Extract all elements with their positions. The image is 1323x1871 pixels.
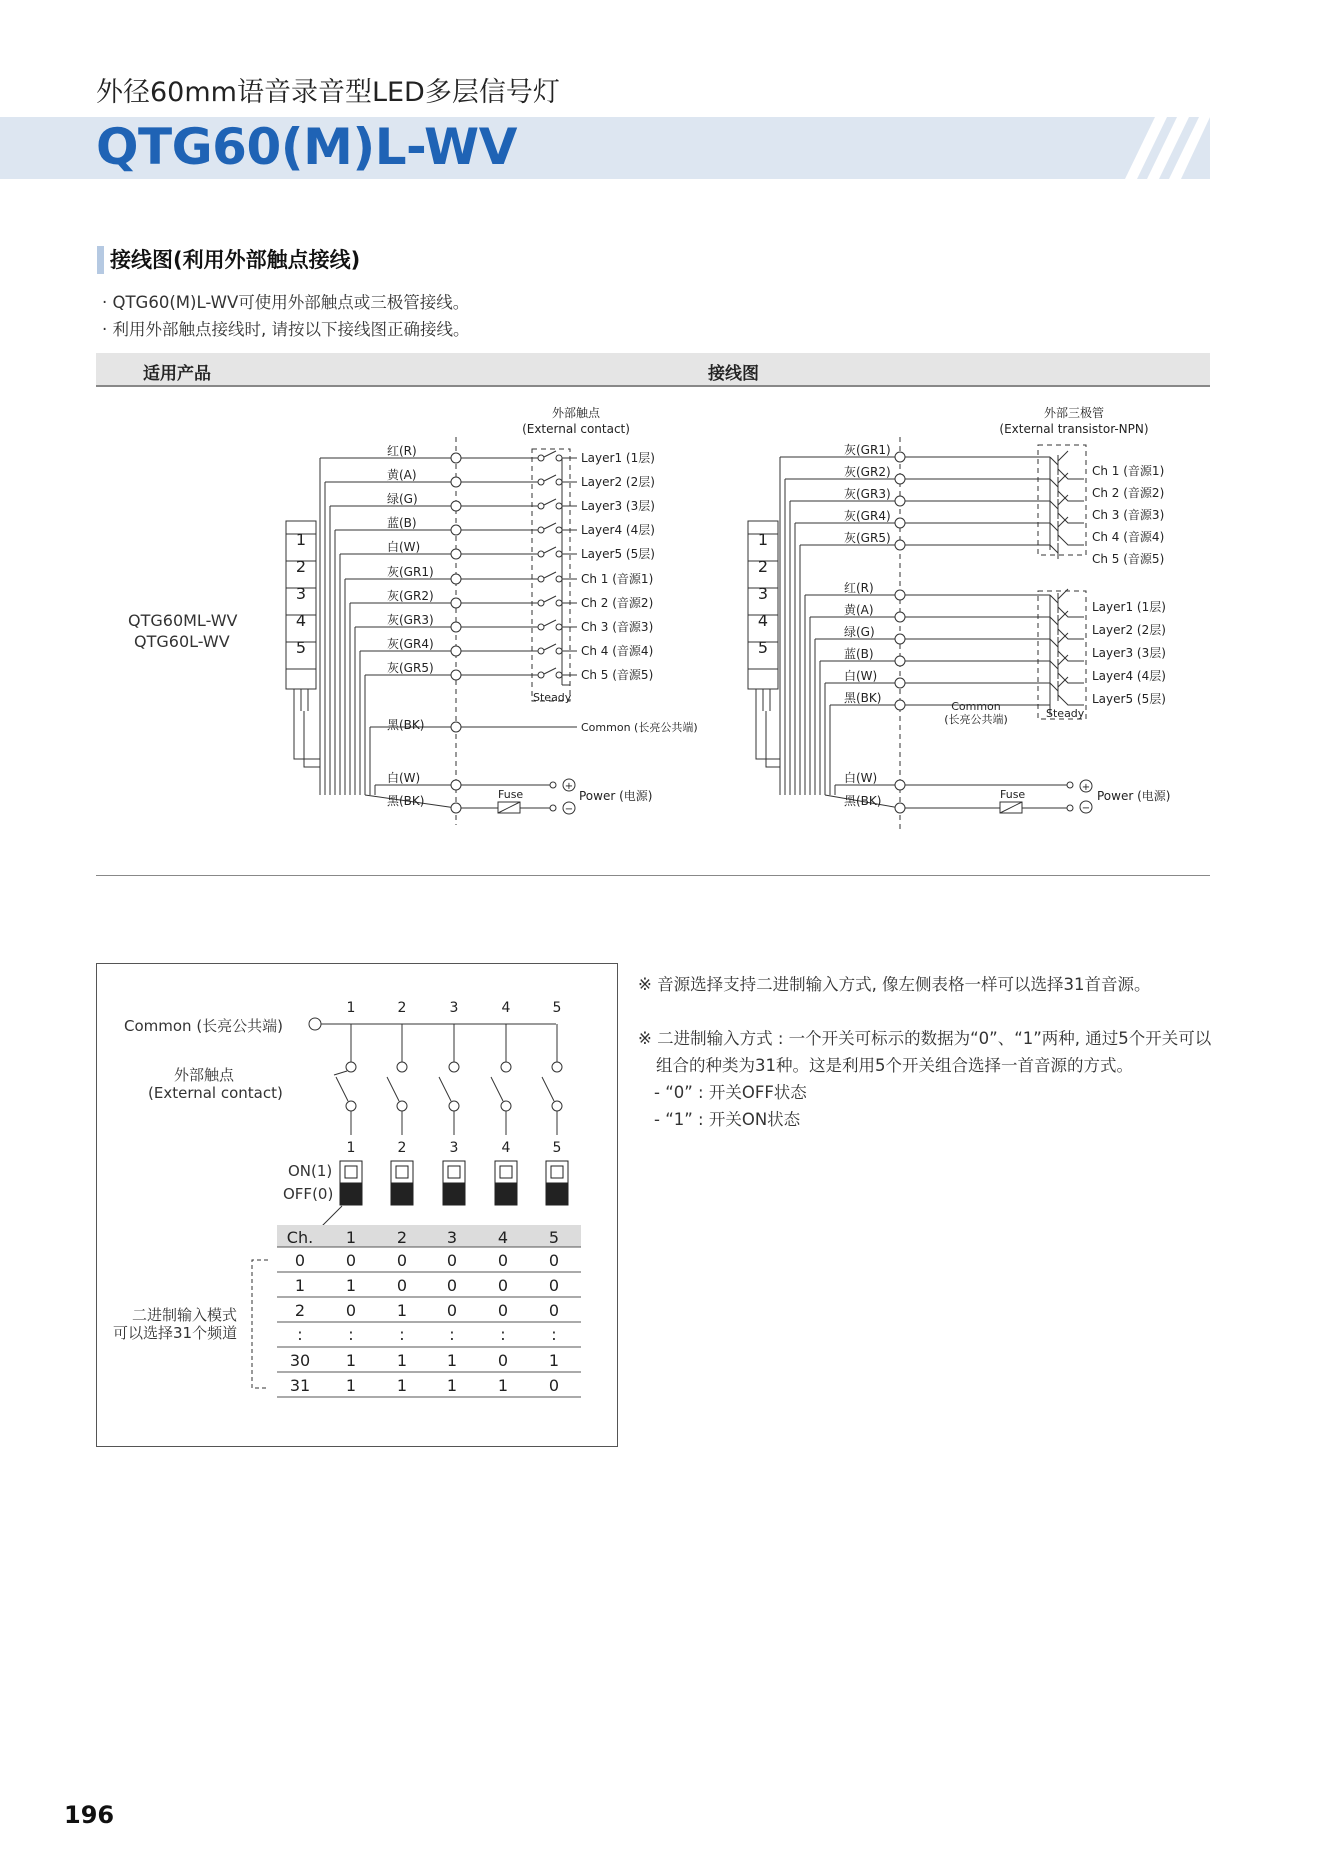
output-label: Layer3 (3层) [581, 499, 655, 513]
lamp-number: 1 [295, 530, 307, 549]
output-label: Ch 3 (音源3) [581, 620, 654, 634]
wire-label: 灰(GR3) [387, 613, 434, 627]
wire-label: 黄(A) [387, 468, 417, 482]
bullet-2: · 利用外部触点接线时, 请按以下接线图正确接线。 [102, 320, 470, 339]
table-cell: 1 [446, 1376, 458, 1395]
transistor-title: 外部三极管 [1043, 406, 1105, 420]
table-cell: 1 [396, 1376, 408, 1395]
table-cell: 0 [497, 1276, 509, 1295]
brand-stripes-icon [1085, 117, 1210, 179]
table-header-cell: 2 [396, 1228, 408, 1247]
common-label: Common (长亮公共端) [581, 721, 698, 734]
svg-text:−: − [1081, 803, 1091, 814]
table-cell: 1 [396, 1351, 408, 1370]
output-label: Ch 3 (音源3) [1092, 508, 1165, 522]
lamp-number: 4 [757, 611, 769, 630]
right-diagram [748, 405, 1170, 832]
product-name-1: QTG60ML-WV [128, 611, 238, 630]
switch-number: 2 [397, 1140, 407, 1156]
table-cell: 0 [548, 1251, 560, 1270]
table-cell: 0 [548, 1301, 560, 1320]
wire-label: 红(R) [844, 581, 874, 595]
table-cell: 1 [548, 1351, 560, 1370]
header-wiring-diagram: 接线图 [708, 364, 759, 384]
table-cell: 0 [446, 1301, 458, 1320]
table-header-cell: 4 [497, 1228, 509, 1247]
output-label: Ch 2 (音源2) [581, 596, 654, 610]
wire-label: 白(W) [387, 771, 421, 785]
switch-number: 3 [449, 1000, 459, 1016]
switch-number: 5 [552, 1140, 562, 1156]
note-2-line-1: ※ 二进制输入方式 : 一个开关可标示的数据为“0”、“1”两种, 通过5个开关可以 [638, 1029, 1212, 1048]
table-cell: 31 [289, 1376, 311, 1395]
common-label: Common (长亮公共端) [124, 1017, 284, 1035]
table-header-cell: 1 [345, 1228, 357, 1247]
table-cell: 0 [497, 1251, 509, 1270]
wire-label: 黑(BK) [387, 794, 425, 808]
lamp-number: 2 [295, 557, 307, 576]
lamp-number: 1 [757, 530, 769, 549]
output-label: Layer1 (1层) [1092, 600, 1166, 614]
switch-number: 1 [346, 1140, 356, 1156]
wire-label: 绿(G) [844, 625, 875, 639]
wiring-diagrams [0, 395, 1323, 850]
switch-number: 2 [397, 1000, 407, 1016]
transistor-subtitle: (External transistor-NPN) [999, 422, 1149, 436]
output-label: Ch 4 (音源4) [1092, 530, 1165, 544]
table-cell: 0 [548, 1376, 560, 1395]
table-cell: 30 [289, 1351, 311, 1370]
lamp-number: 2 [757, 557, 769, 576]
svg-text:+: + [564, 781, 574, 792]
wire-label: 黑(BK) [844, 794, 882, 808]
wire-label: 黄(A) [844, 603, 874, 617]
table-header-cell: Ch. [286, 1228, 314, 1247]
table-cell: 1 [345, 1351, 357, 1370]
steady-label: Steady [1046, 707, 1085, 720]
binary-switch-diagram [96, 963, 618, 1447]
output-label: Layer5 (5层) [1092, 692, 1166, 706]
note-2-line-4: - “1” : 开关ON状态 [654, 1110, 801, 1129]
common-label: Common [951, 700, 1001, 713]
lamp-number: 3 [757, 584, 769, 603]
section-marker [97, 246, 104, 274]
output-label: Layer2 (2层) [1092, 623, 1166, 637]
fuse-label: Fuse [498, 788, 524, 801]
switch-number: 5 [552, 1000, 562, 1016]
wire-label: 灰(GR5) [387, 661, 434, 675]
wire-label: 白(W) [387, 540, 421, 554]
table-header-bar [96, 353, 1210, 387]
table-cell: 0 [396, 1251, 408, 1270]
page-subtitle: 外径60mm语音录音型LED多层信号灯 [96, 77, 560, 108]
output-label: Layer4 (4层) [581, 523, 655, 537]
left-diagram [286, 405, 698, 825]
output-label: Layer2 (2层) [581, 475, 655, 489]
table-header-cell: 5 [548, 1228, 560, 1247]
wire-label: 灰(GR4) [387, 637, 434, 651]
table-cell: : [348, 1325, 354, 1344]
switch-number: 4 [501, 1000, 511, 1016]
table-cell: 0 [548, 1276, 560, 1295]
table-cell: : [449, 1325, 455, 1344]
wire-label: 灰(GR1) [844, 443, 891, 457]
output-label: Ch 5 (音源5) [1092, 552, 1165, 566]
lamp-number: 3 [295, 584, 307, 603]
section-title: 接线图(利用外部触点接线) [110, 248, 361, 272]
fuse-label: Fuse [1000, 788, 1026, 801]
switch-number: 4 [501, 1140, 511, 1156]
contact-title: 外部触点 [551, 406, 601, 420]
divider [96, 875, 1210, 876]
bullet-1: · QTG60(M)L-WV可使用外部触点或三极管接线。 [102, 293, 470, 312]
contact-subtitle: (External contact) [148, 1084, 283, 1102]
wire-label: 黑(BK) [387, 718, 425, 732]
header-applicable-products: 适用产品 [143, 364, 211, 384]
off-label: OFF(0) [283, 1185, 334, 1203]
output-label: Ch 1 (音源1) [1092, 464, 1165, 478]
table-cell: 0 [446, 1276, 458, 1295]
output-label: Ch 5 (音源5) [581, 668, 654, 682]
svg-text:+: + [1081, 782, 1091, 793]
wire-label: 白(W) [844, 771, 878, 785]
table-cell: 0 [294, 1251, 306, 1270]
table-cell: 1 [345, 1376, 357, 1395]
table-cell: 2 [294, 1301, 306, 1320]
mode-label-1: 二进制输入模式 [132, 1306, 238, 1324]
table-cell: 0 [345, 1251, 357, 1270]
switch-number: 3 [449, 1140, 459, 1156]
table-header-cell: 3 [446, 1228, 458, 1247]
wire-label: 灰(GR4) [844, 509, 891, 523]
power-label: Power (电源) [1097, 789, 1171, 803]
wire-label: 绿(G) [387, 492, 418, 506]
output-label: Ch 4 (音源4) [581, 644, 654, 658]
product-name-2: QTG60L-WV [134, 632, 230, 651]
table-cell: 0 [446, 1251, 458, 1270]
mode-label-2: 可以选择31个频道 [113, 1324, 238, 1342]
table-cell: : [500, 1325, 506, 1344]
output-label: Layer3 (3层) [1092, 646, 1166, 660]
note-2-line-2: 组合的种类为31种。这是利用5个开关组合选择一首音源的方式。 [656, 1056, 1133, 1075]
output-label: Ch 2 (音源2) [1092, 486, 1165, 500]
steady-label: Steady [533, 691, 572, 704]
table-cell: 1 [446, 1351, 458, 1370]
wire-label: 灰(GR5) [844, 531, 891, 545]
model-title: QTG60(M)L-WV [96, 118, 517, 176]
table-cell: 0 [497, 1301, 509, 1320]
output-label: Ch 1 (音源1) [581, 572, 654, 586]
wire-label: 白(W) [844, 669, 878, 683]
lamp-number: 5 [757, 638, 769, 657]
table-cell: 0 [345, 1301, 357, 1320]
wire-label: 灰(GR2) [387, 589, 434, 603]
output-label: Layer5 (5层) [581, 547, 655, 561]
lamp-number: 5 [295, 638, 307, 657]
wire-label: 红(R) [387, 444, 417, 458]
svg-text:−: − [564, 804, 574, 815]
wire-label: 灰(GR2) [844, 465, 891, 479]
wire-label: 黑(BK) [844, 691, 882, 705]
table-cell: 1 [345, 1276, 357, 1295]
page-number: 196 [64, 1801, 115, 1829]
table-cell: 1 [497, 1376, 509, 1395]
table-cell: 0 [396, 1276, 408, 1295]
table-cell: 1 [294, 1276, 306, 1295]
note-2-line-3: - “0” : 开关OFF状态 [654, 1083, 807, 1102]
output-label: Layer1 (1层) [581, 451, 655, 465]
common-cn-label: (长亮公共端) [944, 713, 1008, 726]
on-label: ON(1) [288, 1162, 333, 1180]
lamp-number: 4 [295, 611, 307, 630]
note-1: ※ 音源选择支持二进制输入方式, 像左侧表格一样可以选择31首音源。 [638, 975, 1151, 994]
wire-label: 灰(GR3) [844, 487, 891, 501]
wire-label: 灰(GR1) [387, 565, 434, 579]
table-cell: : [551, 1325, 557, 1344]
power-label: Power (电源) [579, 789, 653, 803]
wire-label: 蓝(B) [387, 516, 417, 530]
table-cell: 1 [396, 1301, 408, 1320]
switch-number: 1 [346, 1000, 356, 1016]
table-cell: 0 [497, 1351, 509, 1370]
table-cell: : [399, 1325, 405, 1344]
wire-label: 蓝(B) [844, 647, 874, 661]
output-label: Layer4 (4层) [1092, 669, 1166, 683]
table-cell: : [297, 1325, 303, 1344]
contact-title: 外部触点 [174, 1066, 235, 1084]
contact-subtitle: (External contact) [522, 422, 630, 436]
